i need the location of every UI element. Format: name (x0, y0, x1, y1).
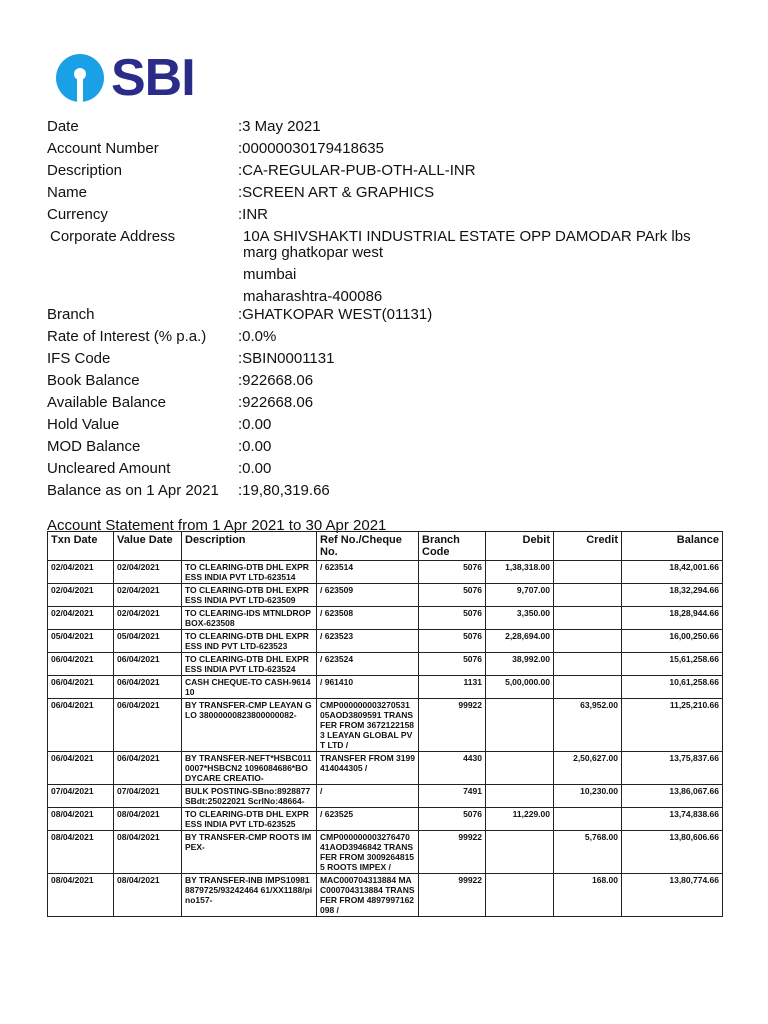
field-value: :0.00 (238, 460, 272, 477)
table-cell (554, 808, 622, 831)
table-cell: CMP000000003270531 05AOD3809591 TRANSFER FROM 36721221583 LEAYAN GLOBAL PVT LTD / (317, 699, 419, 752)
field-value: :922668.06 (238, 394, 314, 411)
table-cell: 02/04/2021 (48, 561, 114, 584)
table-cell: 02/04/2021 (114, 607, 182, 630)
table-cell: TO CLEARING-DTB DHL EXPRESS INDIA PVT LTD-623514 (182, 561, 317, 584)
table-cell (554, 630, 622, 653)
table-cell: 05/04/2021 (48, 630, 114, 653)
table-cell: 1131 (419, 676, 486, 699)
field-label: Uncleared Amount (47, 460, 171, 477)
table-cell: 16,00,250.66 (622, 630, 723, 653)
table-cell: 08/04/2021 (48, 808, 114, 831)
table-cell: 02/04/2021 (114, 561, 182, 584)
table-cell: TO CLEARING-DTB DHL EXPRESS INDIA PVT LTD-623524 (182, 653, 317, 676)
table-cell: TO CLEARING-DTB DHL EXPRESS INDIA PVT LTD-623525 (182, 808, 317, 831)
table-cell: 15,61,258.66 (622, 653, 723, 676)
field-value: :0.0% (238, 328, 277, 345)
table-cell: 11,25,210.66 (622, 699, 723, 752)
table-cell: BULK POSTING-SBno:8928877 SBdt:25022021 ScrlNo:48664- (182, 785, 317, 808)
table-cell: / (317, 785, 419, 808)
field-value: :0.00 (238, 438, 272, 455)
table-row (48, 653, 723, 676)
table-cell: 08/04/2021 (114, 831, 182, 874)
table-cell: 2,28,694.00 (486, 630, 554, 653)
table-cell: 06/04/2021 (114, 699, 182, 752)
field-label: Rate of Interest (% p.a.) (47, 328, 207, 345)
field-value: :SCREEN ART & GRAPHICS (238, 184, 435, 201)
table-cell: 06/04/2021 (48, 699, 114, 752)
table-cell: 5076 (419, 653, 486, 676)
table-row (48, 874, 723, 917)
field-value: :INR (238, 206, 268, 223)
table-cell: 1,38,318.00 (486, 561, 554, 584)
table-cell: 99922 (419, 699, 486, 752)
field-label: MOD Balance (47, 438, 141, 455)
table-cell: 06/04/2021 (48, 752, 114, 785)
table-cell: 13,86,067.66 (622, 785, 723, 808)
field-value: :0.00 (238, 416, 272, 433)
address-line-2: mumbai (243, 266, 297, 283)
table-cell (554, 561, 622, 584)
table-row (48, 831, 723, 874)
table-row (48, 630, 723, 653)
table-cell (486, 785, 554, 808)
table-cell (486, 752, 554, 785)
table-cell: 5076 (419, 808, 486, 831)
table-cell: / 623523 (317, 630, 419, 653)
address-line-1: 10A SHIVSHAKTI INDUSTRIAL ESTATE OPP DAMODAR PArk lbs marg ghatkopar west (243, 228, 691, 261)
table-cell: 06/04/2021 (114, 676, 182, 699)
statement-title: Account Statement from 1 Apr 2021 to 30 Apr 2021 (47, 517, 387, 534)
table-cell: BY TRANSFER-NEFT*HSBC0110007*HSBCN2 1096084686*BODYCARE CREATIO- (182, 752, 317, 785)
table-row (48, 607, 723, 630)
table-cell: 3,350.00 (486, 607, 554, 630)
field-value: :19,80,319.66 (238, 482, 330, 499)
table-cell (554, 676, 622, 699)
field-label: Branch (47, 306, 95, 323)
table-cell: 10,61,258.66 (622, 676, 723, 699)
table-cell: / 961410 (317, 676, 419, 699)
table-cell: 5076 (419, 630, 486, 653)
column-header: Branch Code (419, 532, 486, 561)
field-label: Balance as on 1 Apr 2021 (47, 482, 219, 499)
table-cell: 5076 (419, 561, 486, 584)
table-cell: 06/04/2021 (114, 653, 182, 676)
column-header: Value Date (114, 532, 182, 561)
table-cell: 18,42,001.66 (622, 561, 723, 584)
table-cell: 99922 (419, 874, 486, 917)
column-header: Credit (554, 532, 622, 561)
field-label: Book Balance (47, 372, 140, 389)
table-cell: / 623524 (317, 653, 419, 676)
table-cell: 9,707.00 (486, 584, 554, 607)
column-header: Txn Date (48, 532, 114, 561)
table-cell: MAC000704313884 MAC000704313884 TRANSFER FROM 4897997162098 / (317, 874, 419, 917)
table-cell (486, 874, 554, 917)
table-cell: 02/04/2021 (48, 584, 114, 607)
table-row (48, 785, 723, 808)
table-cell: TO CLEARING-DTB DHL EXPRESS IND PVT LTD-623523 (182, 630, 317, 653)
table-cell (554, 607, 622, 630)
table-cell: 13,74,838.66 (622, 808, 723, 831)
table-cell: 5,768.00 (554, 831, 622, 874)
table-cell (486, 831, 554, 874)
table-cell: 06/04/2021 (48, 676, 114, 699)
table-row (48, 561, 723, 584)
transactions-table (47, 531, 723, 917)
table-cell: BY TRANSFER-CMP ROOTS IMPEX- (182, 831, 317, 874)
table-cell: 02/04/2021 (48, 607, 114, 630)
table-cell: 13,75,837.66 (622, 752, 723, 785)
table-cell: / 623508 (317, 607, 419, 630)
table-cell: CASH CHEQUE-TO CASH-961410 (182, 676, 317, 699)
field-label: Date (47, 118, 79, 135)
table-cell: 11,229.00 (486, 808, 554, 831)
table-cell: 63,952.00 (554, 699, 622, 752)
table-cell: 06/04/2021 (114, 752, 182, 785)
field-value: :3 May 2021 (238, 118, 321, 135)
table-header-row (48, 532, 723, 561)
sbi-logo-icon (55, 53, 105, 103)
table-cell: 13,80,774.66 (622, 874, 723, 917)
table-cell: 07/04/2021 (114, 785, 182, 808)
table-cell: 18,32,294.66 (622, 584, 723, 607)
field-label: Description (47, 162, 123, 179)
table-cell: 08/04/2021 (48, 831, 114, 874)
table-cell: 5076 (419, 607, 486, 630)
field-label: Hold Value (47, 416, 120, 433)
table-cell: 07/04/2021 (48, 785, 114, 808)
table-cell: TO CLEARING-DTB DHL EXPRESS INDIA PVT LTD-623509 (182, 584, 317, 607)
table-row (48, 584, 723, 607)
table-cell: 18,28,944.66 (622, 607, 723, 630)
table-cell: 02/04/2021 (114, 584, 182, 607)
table-cell: BY TRANSFER-CMP LEAYAN GLO 38000000823800000082- (182, 699, 317, 752)
field-label: Account Number (47, 140, 159, 157)
table-cell: / 623509 (317, 584, 419, 607)
field-label: Name (47, 184, 88, 201)
table-cell: 08/04/2021 (114, 808, 182, 831)
field-value: :00000030179418635 (238, 140, 384, 157)
field-label: Currency (47, 206, 108, 223)
table-cell (554, 584, 622, 607)
table-cell: 08/04/2021 (48, 874, 114, 917)
table-cell: 38,992.00 (486, 653, 554, 676)
table-row (48, 676, 723, 699)
table-cell: TRANSFER FROM 3199414044305 / (317, 752, 419, 785)
field-label: IFS Code (47, 350, 111, 367)
table-cell: 13,80,606.66 (622, 831, 723, 874)
table-cell: 5076 (419, 584, 486, 607)
table-cell: / 623525 (317, 808, 419, 831)
column-header: Description (182, 532, 317, 561)
field-value: :CA-REGULAR-PUB-OTH-ALL-INR (238, 162, 476, 179)
table-cell (554, 653, 622, 676)
table-row (48, 699, 723, 752)
table-cell (486, 699, 554, 752)
table-cell: 06/04/2021 (48, 653, 114, 676)
table-cell: 4430 (419, 752, 486, 785)
sbi-logo (55, 49, 195, 107)
field-value: :922668.06 (238, 372, 314, 389)
table-cell: 05/04/2021 (114, 630, 182, 653)
field-value (243, 229, 723, 305)
field-value: :SBIN0001131 (238, 350, 335, 367)
table-cell: / 623514 (317, 561, 419, 584)
table-cell: 10,230.00 (554, 785, 622, 808)
sbi-logo-text: SBI (111, 49, 195, 107)
table-cell: 08/04/2021 (114, 874, 182, 917)
field-value: :GHATKOPAR WEST(01131) (238, 306, 433, 323)
column-header: Balance (622, 532, 723, 561)
address-line-3: maharashtra-400086 (243, 288, 383, 305)
field-label: Corporate Address (50, 228, 176, 245)
table-cell: 2,50,627.00 (554, 752, 622, 785)
table-cell: 7491 (419, 785, 486, 808)
table-cell: 168.00 (554, 874, 622, 917)
field-label: Available Balance (47, 394, 166, 411)
table-cell: CMP000000003276470 41AOD3946842 TRANSFER FROM 30092648155 ROOTS IMPEX / (317, 831, 419, 874)
table-cell: 99922 (419, 831, 486, 874)
table-row (48, 808, 723, 831)
table-cell: 5,00,000.00 (486, 676, 554, 699)
column-header: Debit (486, 532, 554, 561)
table-row (48, 752, 723, 785)
table-cell: BY TRANSFER-INB IMPS109818879725/93242464 61/XX1188/pino157- (182, 874, 317, 917)
column-header: Ref No./Cheque No. (317, 532, 419, 561)
table-cell: TO CLEARING-IDS MTNLDROPBOX-623508 (182, 607, 317, 630)
